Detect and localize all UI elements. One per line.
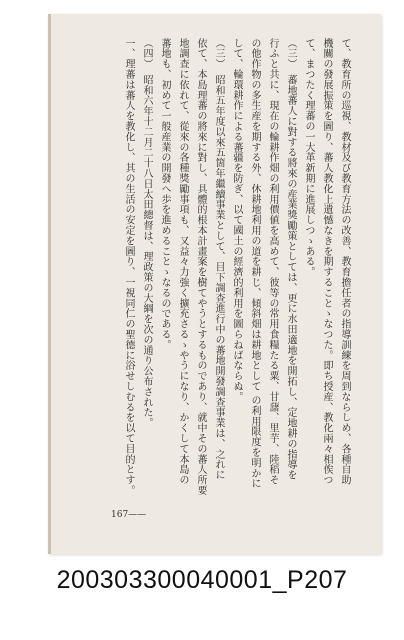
text-column-11: 蕃地も、初めて一般産業の開發へ歩を進めることゝなるのである。 xyxy=(159,38,170,350)
text-column-3: て、まつたく理蕃の一大革新期に進展しつゝある。 xyxy=(303,38,314,278)
text-column-7: して、輪環耕作による蕃疆を防ぎ、以て國土の經濟的利用を圖らねばならぬ。 xyxy=(231,38,242,402)
text-column-10: 地調查に依れて、從來の各種獎勵事項も、又益々力強く擴充さるゝやうになり、かくして本島の xyxy=(177,38,188,486)
text-column-1: て、教育所の巡視、教材及び教育方法の改善、教育擔任者の指導訓練を周到ならしめ、各種自助 xyxy=(339,38,350,486)
text-column-6: の他作物の多生産を期する外、休耕地利用の道を耕じ、傾斜畑は耕地として の利用限度を明かに xyxy=(249,38,260,489)
text-column-4: （三） 蕃地蕃人に對する將來の産業獎勵策としては、更に水田適地を開拓し、定地耕の指導を xyxy=(285,38,296,481)
text-column-12: （四） 昭和六年十二月二十八日太田總督は、理政策の大綱を次の通り公布された。 xyxy=(141,38,152,429)
book-page xyxy=(48,14,381,554)
text-column-5: 行ふと共に、現在の輪耕作畑の利用價値を高めて、彼等の常用食糧たる粟、甘藷、里芋、陸稻そ xyxy=(267,38,278,486)
text-column-13: 一、理蕃は蕃人を教化し、其の生活の安定を圖り、一視同仁の聖德に浴せしむるを以て目的とす。 xyxy=(123,38,134,496)
text-column-8: （三） 昭和五年度以來五箇年繼續事業として、目下調查進行中の蕃地開發調查事業は、之れに xyxy=(213,38,224,481)
text-column-2: 機關の發展振策を圖り、蕃人教化上遺憾なきを期することゝなつた。即ち授産、教化兩々相俟つ xyxy=(321,38,332,486)
image-id-caption: 200303300040001_P207 xyxy=(56,566,348,594)
page-number: 167—— xyxy=(111,510,147,520)
text-column-9: 依て、本島理蕃の將來に對し、具體的根本計畫案を樹てやうとするものであり、就中その蕃人所要 xyxy=(195,38,206,496)
